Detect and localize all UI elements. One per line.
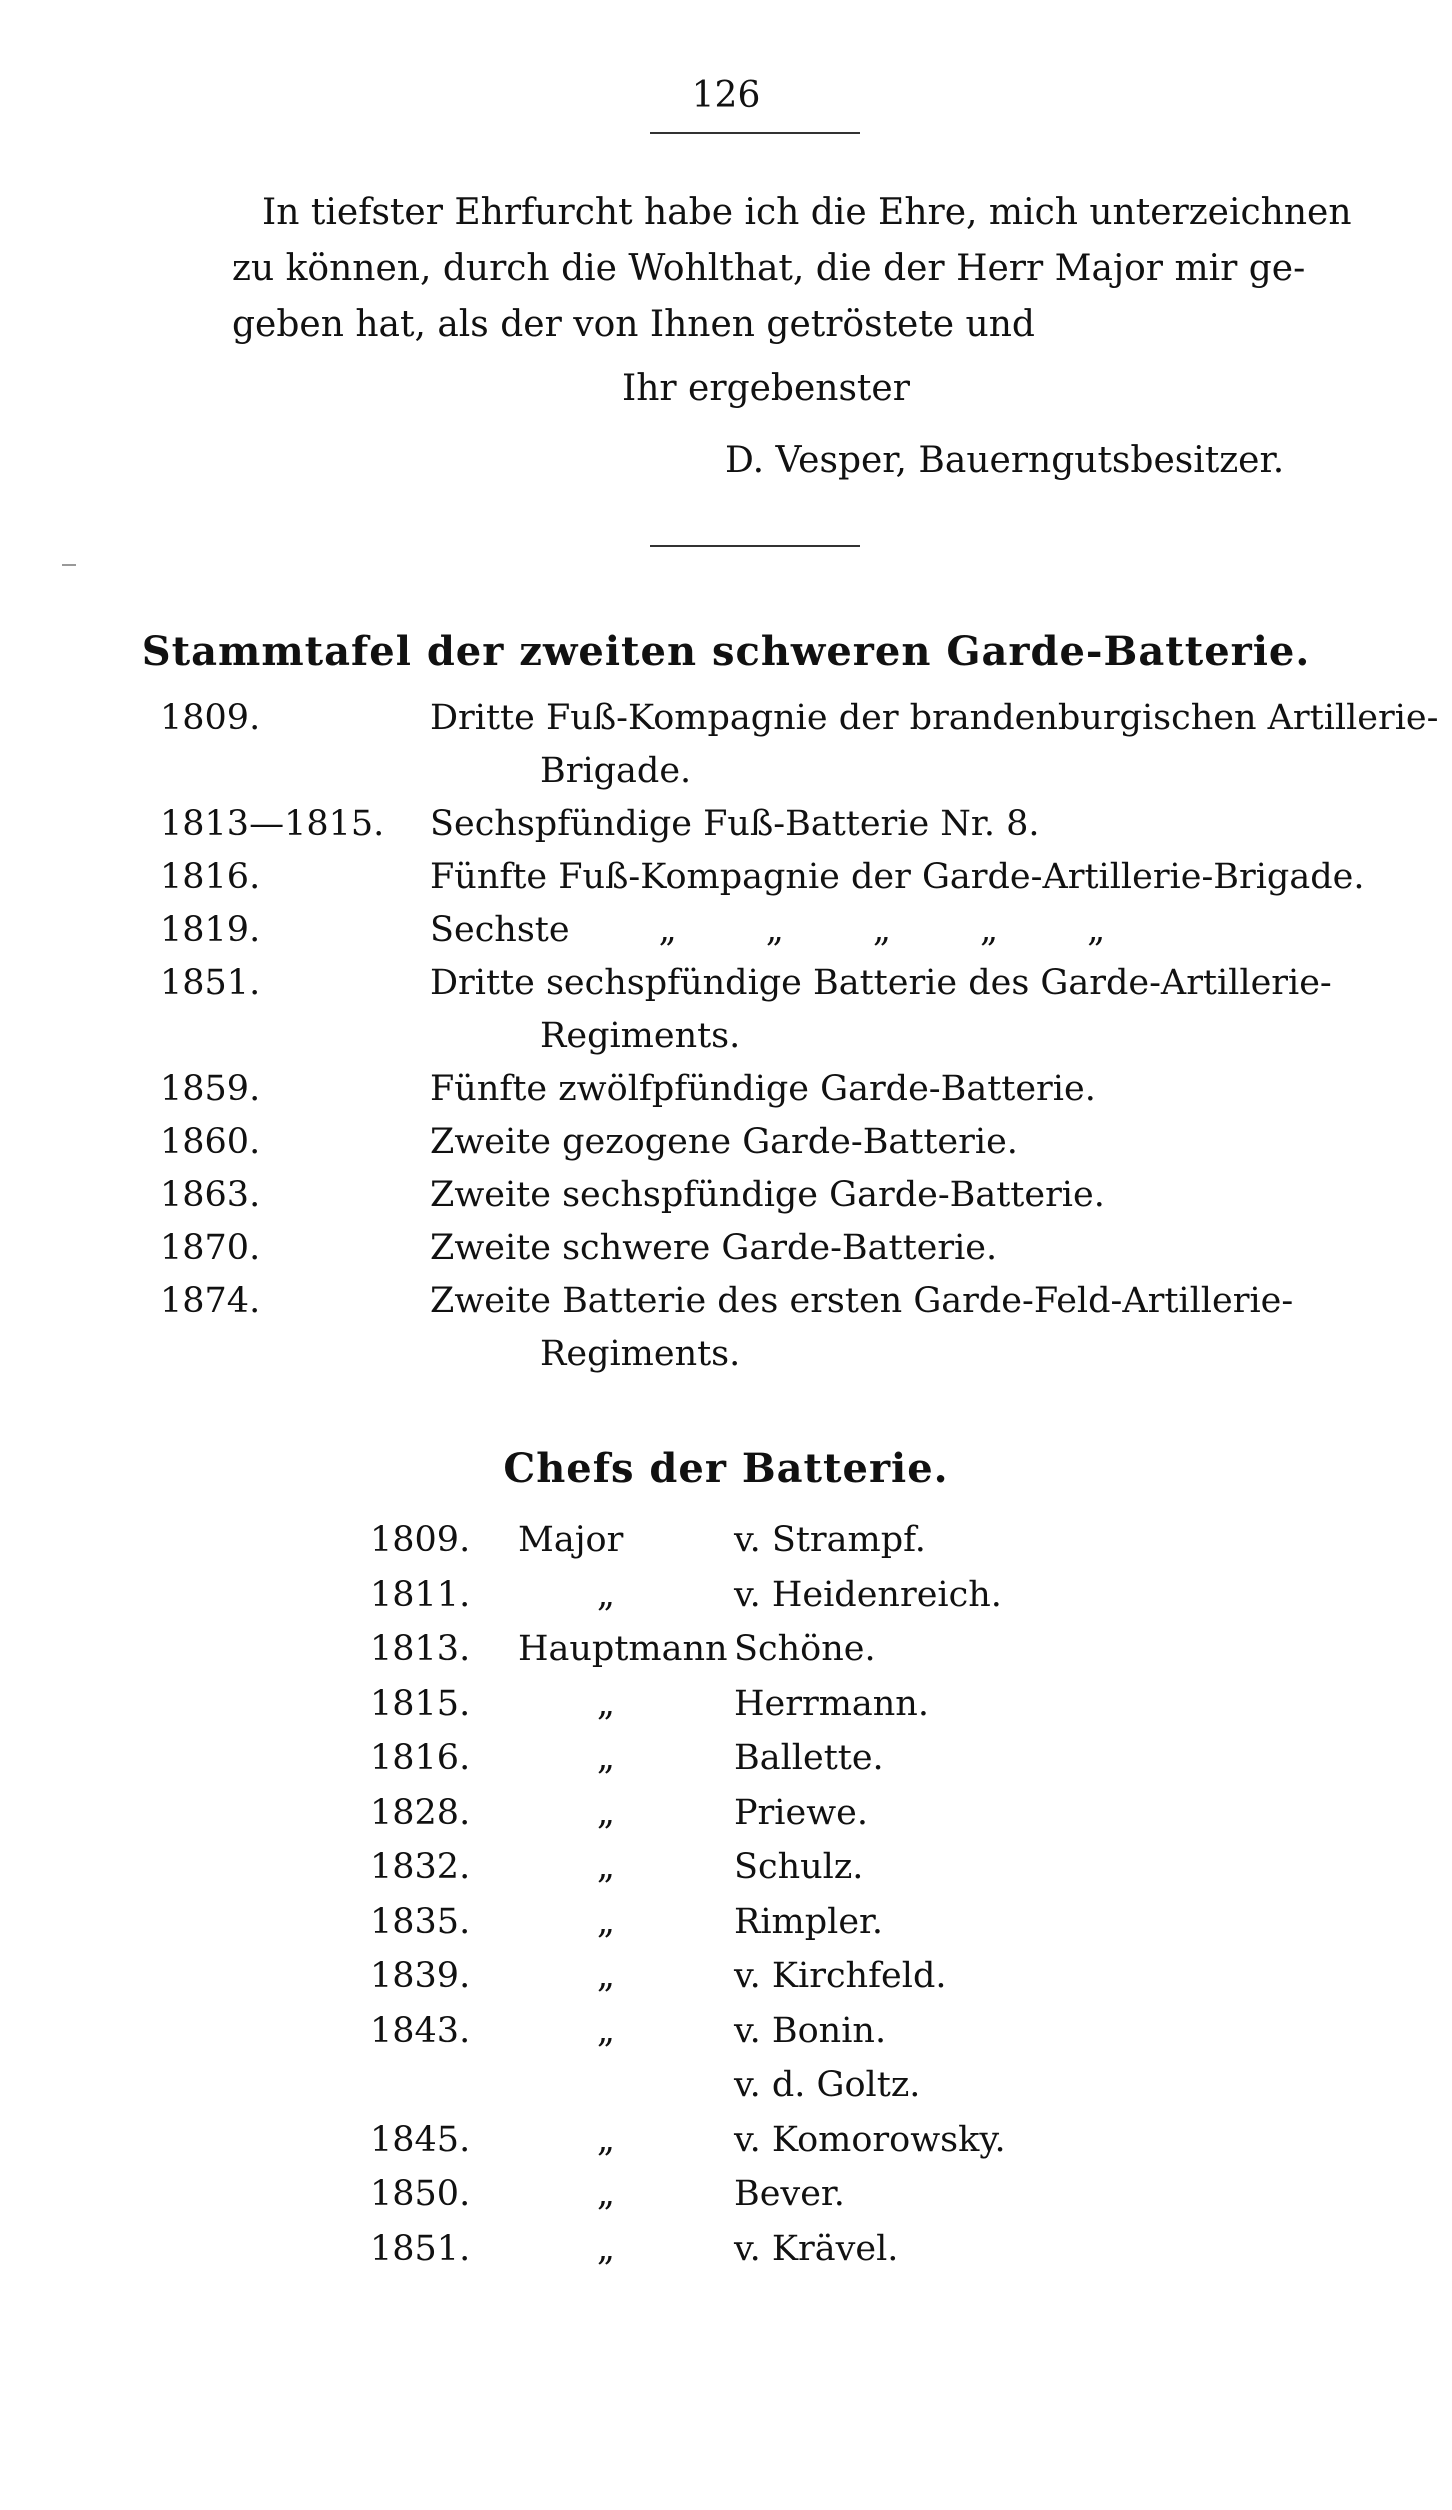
chef-name: Herrmann. [734, 1683, 929, 1724]
lineage-unit-name: Zweite gezogene Garde-Batterie. [430, 1122, 1018, 1162]
letter-line: In tiefster Ehrfurcht habe ich die Ehre, mich unterzeichnen [262, 192, 1352, 233]
lineage-year: 1816. [160, 857, 261, 897]
lineage-row [160, 851, 1365, 904]
lineage-unit-name: Sechspfündige Fuß-Batterie Nr. 8. [430, 804, 1040, 844]
lineage-year: 1809. [160, 698, 261, 738]
lineage-row-continuation [160, 1328, 1360, 1381]
lineage-row-continuation [160, 1010, 1360, 1063]
lineage-unit-name-continued: Regiments. [540, 1334, 741, 1374]
chef-row [370, 1895, 1006, 1950]
chef-name: Rimpler. [734, 1901, 884, 1942]
chef-row [370, 1513, 1006, 1568]
chef-rank: „ [596, 2119, 616, 2160]
lineage-unit-name: Zweite Batterie des ersten Garde-Feld-Artillerie- [430, 1281, 1294, 1321]
chef-year: 1813. [370, 1629, 471, 1669]
chef-row [370, 2058, 1006, 2113]
chef-row [370, 2167, 1006, 2222]
lineage-unit-name: Dritte Fuß-Kompagnie der brandenburgischen Artillerie- [430, 698, 1439, 738]
chef-rank: „ [596, 2174, 616, 2214]
chef-rank: „ [596, 1847, 616, 1887]
chef-year: 1809. [370, 1520, 471, 1560]
lineage-year: 1819. [160, 910, 261, 950]
letter-closing: Ihr ergebenster [622, 368, 910, 409]
chef-row [370, 1949, 1006, 2004]
chef-year: 1845. [370, 2119, 471, 2160]
letter-line: zu können, durch die Wohlthat, die der Herr Major mir ge- [232, 248, 1306, 289]
header-rule [650, 132, 860, 134]
lineage-year: 1859. [160, 1069, 261, 1109]
lineage-year: 1813—1815. [160, 804, 385, 844]
chef-rank [518, 2058, 734, 2113]
chef-year: 1851. [370, 2228, 471, 2269]
chef-year: 1816. [370, 1738, 471, 1778]
chef-name: v. d. Goltz. [734, 2065, 921, 2105]
chef-row [370, 2004, 1006, 2059]
chef-year: 1832. [370, 1847, 471, 1887]
chef-rank: „ [596, 1792, 616, 1833]
lineage-row [160, 1116, 1360, 1169]
lineage-unit-name-continued: Regiments. [540, 1016, 741, 1056]
lineage-row-continuation [160, 745, 1360, 798]
chef-name: Ballette. [734, 1738, 884, 1778]
lineage-year: 1860. [160, 1122, 261, 1162]
chef-name: Priewe. [734, 1792, 868, 1833]
chef-rank: „ [596, 1574, 616, 1615]
lineage-row [160, 692, 1439, 745]
chef-year [370, 2058, 518, 2113]
chef-year: 1811. [370, 1574, 471, 1615]
margin-mark [62, 564, 76, 566]
lineage-year: 1863. [160, 1175, 261, 1215]
chef-name: v. Krävel. [734, 2228, 899, 2269]
lineage-row [160, 1169, 1360, 1222]
lineage-unit-name: Zweite sechspfündige Garde-Batterie. [430, 1175, 1105, 1215]
lineage-row [160, 1275, 1360, 1328]
lineage-heading: Stammtafel der zweiten schweren Garde-Batterie. [141, 628, 1311, 675]
chef-name: Schulz. [734, 1847, 864, 1887]
chef-rank: „ [596, 1683, 616, 1724]
lineage-row [160, 1063, 1360, 1116]
chef-rank: „ [596, 2010, 616, 2051]
section-rule [650, 545, 860, 547]
chef-row [370, 1786, 1006, 1841]
lineage-row [160, 957, 1360, 1010]
page-number: 126 [691, 75, 761, 116]
chef-name: v. Komorowsky. [734, 2119, 1006, 2160]
chef-row [370, 2113, 1006, 2168]
lineage-row [160, 798, 1360, 851]
chef-row [370, 1568, 1006, 1623]
letter-signature: D. Vesper, Bauerngutsbesitzer. [725, 440, 1285, 481]
lineage-unit-name: Zweite schwere Garde-Batterie. [430, 1228, 998, 1268]
chefs-table [370, 1513, 1006, 2276]
lineage-unit-name: Dritte sechspfündige Batterie des Garde-Artillerie- [430, 963, 1332, 1003]
chef-rank: Major [518, 1520, 624, 1560]
lineage-unit-name-continued: Brigade. [540, 751, 692, 791]
chef-name: Bever. [734, 2174, 845, 2214]
chef-year: 1815. [370, 1683, 471, 1724]
chef-row [370, 1731, 1006, 1786]
chef-year: 1843. [370, 2010, 471, 2051]
lineage-row [160, 904, 1360, 957]
chef-year: 1850. [370, 2174, 471, 2214]
chef-row [370, 1622, 1006, 1677]
chef-row [370, 1840, 1006, 1895]
chef-rank: Hauptmann [518, 1629, 728, 1669]
lineage-year: 1851. [160, 963, 261, 1003]
chef-row [370, 2222, 1006, 2277]
chef-name: v. Strampf. [734, 1520, 926, 1560]
chef-rank: „ [596, 2228, 616, 2269]
letter-text [232, 185, 1362, 353]
lineage-unit-name: Fünfte Fuß-Kompagnie der Garde-Artillerie-Brigade. [430, 857, 1365, 897]
chef-rank: „ [596, 1901, 616, 1942]
lineage-unit-name: Sechste „ „ „ „ „ [430, 910, 1106, 950]
lineage-year: 1874. [160, 1281, 261, 1321]
chef-name: Schöne. [734, 1629, 876, 1669]
chef-year: 1828. [370, 1792, 471, 1833]
lineage-table [160, 692, 1439, 1381]
chef-name: v. Heidenreich. [734, 1574, 1002, 1615]
chef-year: 1835. [370, 1901, 471, 1942]
chef-rank: „ [596, 1956, 616, 1996]
chef-rank: „ [596, 1738, 616, 1778]
lineage-unit-name: Fünfte zwölfpfündige Garde-Batterie. [430, 1069, 1096, 1109]
chef-year: 1839. [370, 1956, 471, 1996]
chef-name: v. Bonin. [734, 2010, 887, 2051]
chef-name: v. Kirchfeld. [734, 1956, 947, 1996]
letter-line: geben hat, als der von Ihnen getröstete und [232, 304, 1035, 345]
chef-row [370, 1677, 1006, 1732]
chefs-heading: Chefs der Batterie. [503, 1445, 949, 1492]
lineage-year: 1870. [160, 1228, 261, 1268]
lineage-row [160, 1222, 1360, 1275]
